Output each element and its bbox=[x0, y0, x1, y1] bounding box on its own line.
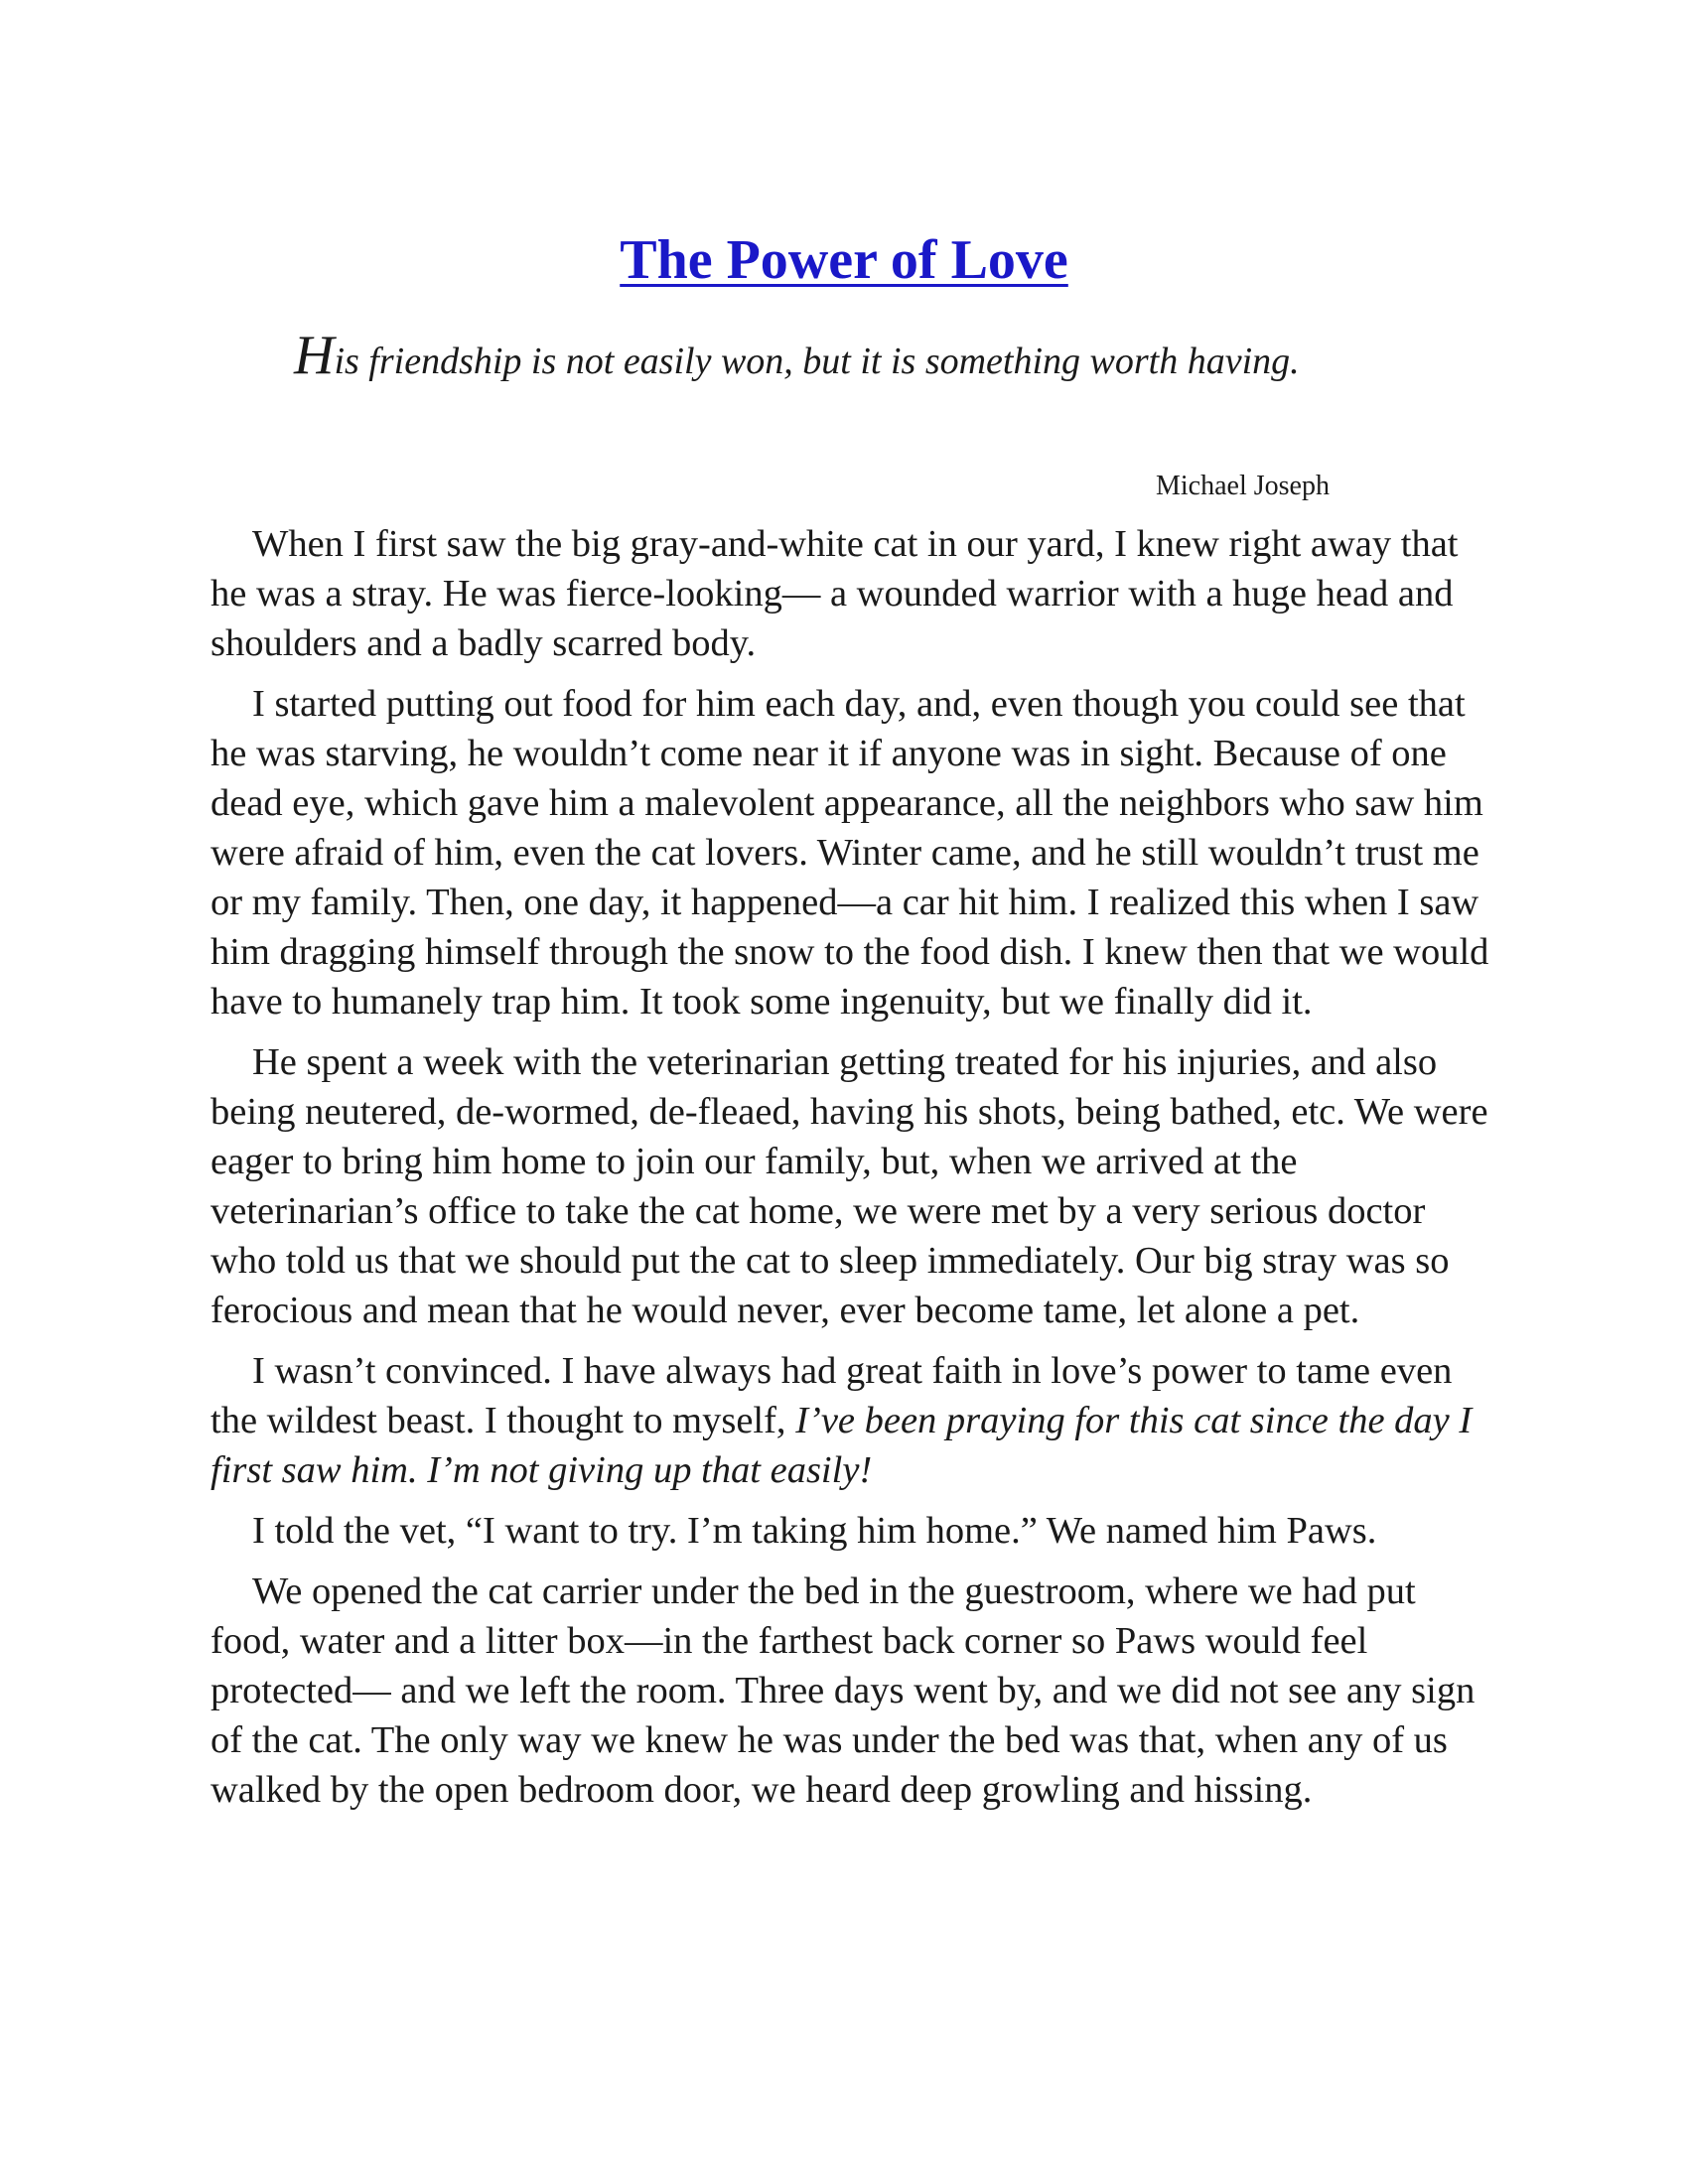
paragraph-1: When I first saw the big gray-and-white cat in our yard, I knew right away that he was a stray. He was fierce-looking— a wounded warrior with a huge head and shoulders and a badly scarred body. bbox=[211, 523, 1459, 664]
page-title bbox=[0, 226, 1688, 294]
paragraph-4-text: I wasn’t convinced. I have always had great faith in love’s power to tame even the wildest beast. I thought to myself, bbox=[211, 1350, 1453, 1441]
paragraph-3: He spent a week with the veterinarian getting treated for his injuries, and also being neutered, de-wormed, de-fleaed, having his shots, being bathed, etc. We were eager to bring him home to join our family, but, when we arrived at the veterinarian’s office to take the cat home, we were met by a very serious doctor who told us that we should put the cat to sleep immediately. Our big stray was so ferocious and mean that he would never, ever become tame, let alone a pet. bbox=[211, 1041, 1488, 1331]
paragraph-5: I told the vet, “I want to try. I’m taking him home.” We named him Paws. bbox=[252, 1510, 1377, 1552]
epigraph-quote bbox=[294, 325, 1327, 389]
paragraph-4 bbox=[211, 1346, 1491, 1495]
paragraph-2: I started putting out food for him each day, and, even though you could see that he was starving, he wouldn’t come near it if anyone was in sight. Because of one dead eye, which gave him a malevolent appearance, all the neighbors who saw him were afraid of him, even the cat lovers. Winter came, and he still wouldn’t trust me or my family. Then, one day, it happened—a car hit him. I realized this when I saw him dragging himself through the snow to the food dish. I knew then that we would have to humanely trap him. It took some ingenuity, but we finally did it. bbox=[211, 683, 1489, 1023]
paragraph-6: We opened the cat carrier under the bed in the guestroom, where we had put food, water and a litter box—in the farthest back corner so Paws would feel protected— and we left the room. Three days went by, and we did not see any sign of the cat. The only way we knew he was under the bed was that, when any of us walked by the open bedroom door, we heard deep growling and hissing. bbox=[211, 1570, 1476, 1811]
epigraph-dropcap: H bbox=[294, 325, 335, 386]
epigraph-attribution: Michael Joseph bbox=[1156, 471, 1330, 501]
story-body bbox=[211, 519, 1491, 1826]
title-link[interactable]: The Power of Love bbox=[620, 229, 1068, 291]
epigraph-text: is friendship is not easily won, but it is something worth having. bbox=[334, 341, 1300, 382]
paragraph-4-italic-thought: I’ve been praying for this cat since the day I first saw him. I’m not giving up that easily! bbox=[211, 1400, 1473, 1491]
